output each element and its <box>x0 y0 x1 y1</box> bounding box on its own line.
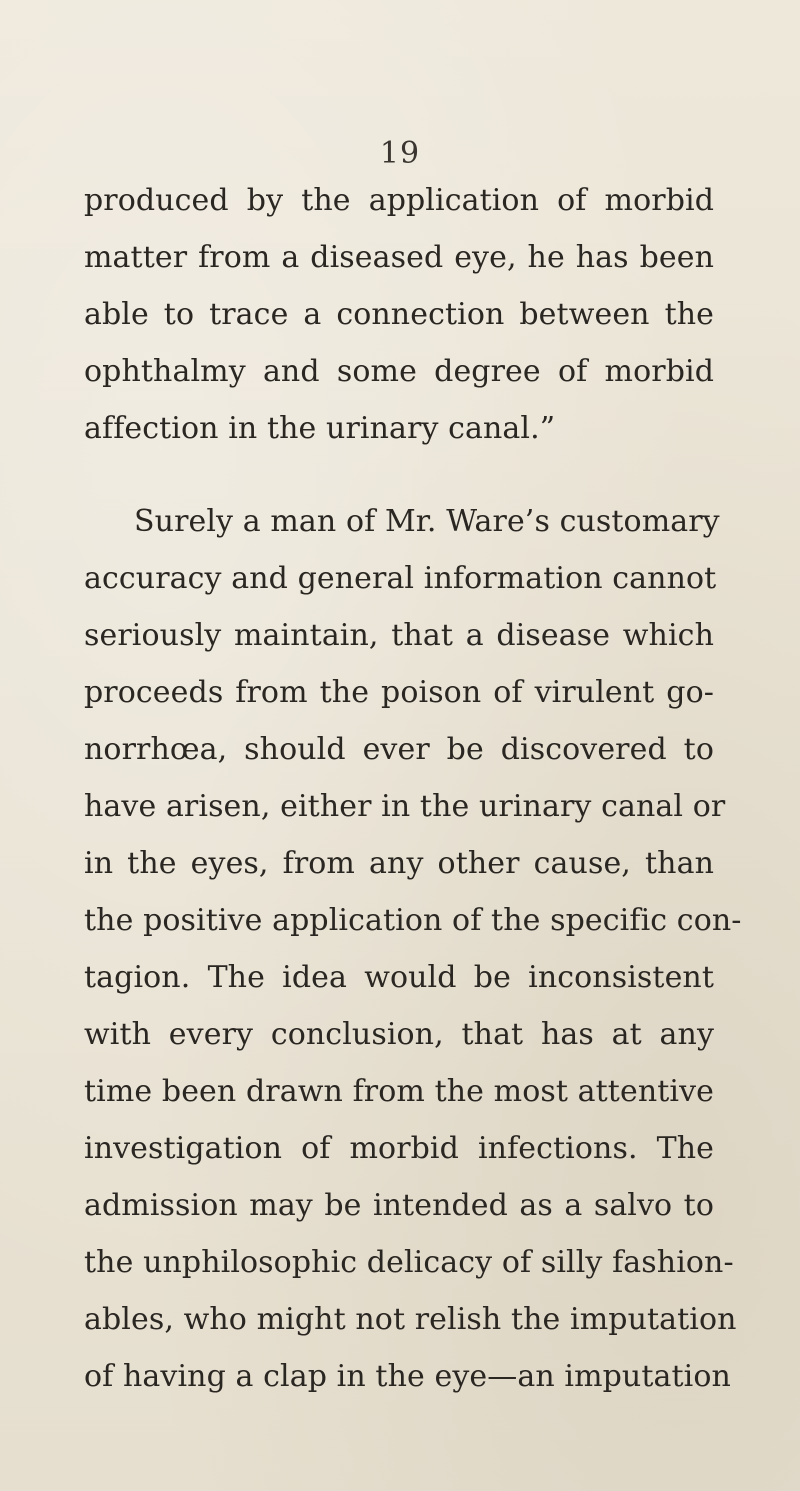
text-line: ables, who might not relish the imputation <box>84 1302 737 1337</box>
text-line: norrhœa, should ever be discovered to <box>84 732 714 767</box>
text-line: matter from a diseased eye, he has been <box>84 240 714 275</box>
text-line: in the eyes, from any other cause, than <box>84 846 714 881</box>
text-line: ophthalmy and some degree of morbid <box>84 354 714 389</box>
paragraph-2 <box>84 493 742 1405</box>
body-text <box>84 172 742 1405</box>
text-line: able to trace a connection between the <box>84 297 714 332</box>
text-line: Surely a man of Mr. Ware’s customary <box>134 504 720 539</box>
page-number: 19 <box>379 136 421 171</box>
text-line: investigation of morbid infections. The <box>84 1131 714 1166</box>
text-line: tagion. The idea would be inconsistent <box>84 960 714 995</box>
paragraph-1 <box>84 172 714 457</box>
text-line: time been drawn from the most attentive <box>84 1074 714 1109</box>
text-line: have arisen, either in the urinary canal or <box>84 789 726 824</box>
text-line: with every conclusion, that has at any <box>84 1017 714 1052</box>
text-line: proceeds from the poison of virulent go- <box>84 675 714 710</box>
text-line: produced by the application of morbid <box>84 183 714 218</box>
text-line: of having a clap in the eye—an imputation <box>84 1359 731 1394</box>
text-line: the unphilosophic delicacy of silly fashion- <box>84 1245 734 1280</box>
paragraph-gap <box>84 457 714 493</box>
text-line: admission may be intended as a salvo to <box>84 1188 714 1223</box>
text-line: seriously maintain, that a disease which <box>84 618 714 653</box>
text-line: affection in the urinary canal.” <box>84 411 556 446</box>
text-line: accuracy and general information cannot <box>84 561 717 596</box>
text-line: the positive application of the specific con- <box>84 903 742 938</box>
